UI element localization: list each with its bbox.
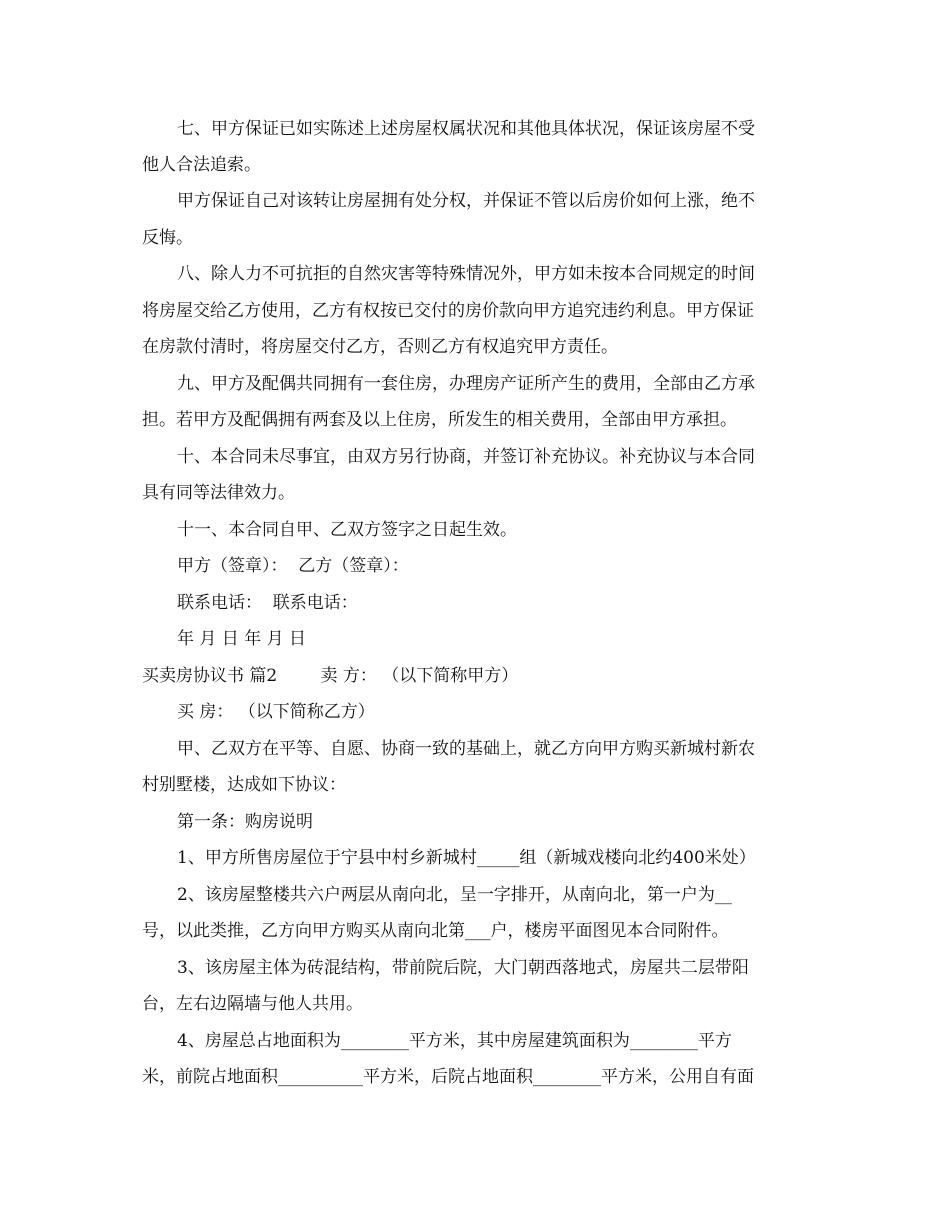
text-line: 具有同等法律效力。 (142, 483, 295, 503)
text-line: 八、除人力不可抗拒的自然灾害等特殊情况外，甲方如未按本合同规定的时间 (177, 264, 755, 284)
text-line: 将房屋交给乙方使用，乙方有权按已交付的房价款向甲方追究违约利息。甲方保证 (142, 301, 754, 321)
text-line: 在房款付清时，将房屋交付乙方，否则乙方有权追究甲方责任。 (142, 337, 618, 357)
text-line: 甲方保证自己对该转让房屋拥有处分权，并保证不管以后房价如何上涨，绝不 (177, 191, 755, 211)
text-line: 十一、本合同自甲、乙双方签字之日起生效。 (177, 520, 517, 540)
text-line: 3、该房屋主体为砖混结构，带前院后院，大门朝西落地式，房屋共二层带阳 (177, 958, 749, 978)
text-line: 年 月 日 年 月 日 (177, 629, 307, 649)
text-line: 他人合法追索。 (142, 155, 261, 175)
text-line: 村别墅楼，达成如下协议： (142, 775, 346, 795)
section-heading: 买卖房协议书 篇2 卖 方： （以下简称甲方） (142, 666, 519, 686)
text-line: 买 房： （以下简称乙方） (177, 702, 375, 722)
text-line: 号，以此类推，乙方向甲方购买从南向北第___户，楼房平面图见本合同附件。 (142, 921, 729, 941)
text-line: 联系电话： 联系电话： (177, 593, 358, 613)
text-line: 九、甲方及配偶共同拥有一套住房，办理房产证所产生的费用，全部由乙方承 (177, 374, 755, 394)
text-line: 七、甲方保证已如实陈述上述房屋权属状况和其他具体状况，保证该房屋不受 (177, 119, 755, 139)
text-line: 第一条：购房说明 (177, 812, 313, 832)
text-line: 米，前院占地面积__________平方米，后院占地面积________平方米，公用自有面 (142, 1067, 754, 1087)
text-line: 1、甲方所售房屋位于宁县中村乡新城村_____组（新城戏楼向北约400米处） (177, 848, 756, 868)
text-line: 甲方（签章）： 乙方（签章）： (177, 556, 409, 576)
text-line: 反悔。 (142, 228, 193, 248)
text-line: 台，左右边隔墙与他人共用。 (142, 994, 363, 1014)
text-line: 2、该房屋整楼共六户两层从南向北，呈一字排开，从南向北，第一户为__ (177, 885, 732, 905)
text-line: 甲、乙双方在平等、自愿、协商一致的基础上，就乙方向甲方购买新城村新农 (177, 739, 755, 759)
text-line: 十、本合同未尽事宜，由双方另行协商，并签订补充协议。补充协议与本合同 (177, 447, 755, 467)
text-line: 担。若甲方及配偶拥有两套及以上住房，所发生的相关费用，全部由甲方承担。 (142, 410, 737, 430)
text-line: 4、房屋总占地面积为________平方米，其中房屋建筑面积为________平方 (177, 1031, 732, 1051)
